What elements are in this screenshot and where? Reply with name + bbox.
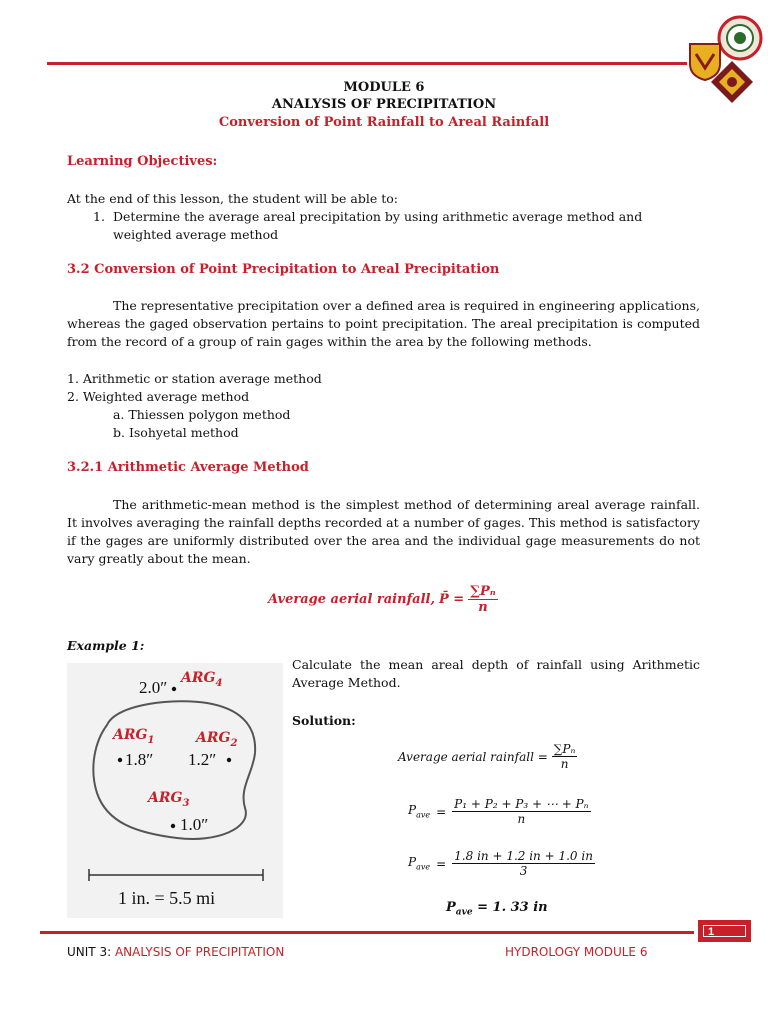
- eq2-fraction: [452, 797, 590, 826]
- section-321-heading: 3.2.1 Arithmetic Average Method: [67, 460, 309, 475]
- gage-4-value: 2.0″: [139, 678, 168, 697]
- gage-3-point: [171, 824, 175, 828]
- solution-result: $P_{ave} = 1$. 33 in: [446, 900, 548, 918]
- scale-label: 1 in. = 5.5 mi: [118, 888, 216, 908]
- section-32-paragraph: The representative precipitation over a defined area is required in engineering applications, whereas the gaged observation pertains to point precipitation. The areal precipitation is computed from the record of a group of rain gages within the area by the following methods.: [67, 298, 700, 349]
- areal-rainfall-formula: [268, 584, 498, 615]
- gage-1-value: 1.8″: [125, 750, 154, 769]
- gage-4-label: $ARG_4$: [181, 670, 223, 689]
- module-label: MODULE 6: [343, 80, 425, 95]
- formula-denominator: n: [478, 600, 488, 615]
- formula-numerator: ∑Pₙ: [470, 584, 496, 599]
- solution-label: Solution:: [292, 713, 356, 728]
- footer-unit-prefix: UNIT 3:: [67, 945, 115, 959]
- gage-2-point: [227, 758, 231, 762]
- eq1-lhs: Average aerial rainfall =: [398, 749, 548, 764]
- eq2-denominator: n: [517, 812, 526, 826]
- page-title: ANALYSIS OF PRECIPITATION: [271, 97, 497, 112]
- page-number-badge: [698, 920, 751, 942]
- solution-equation-2: [408, 797, 591, 826]
- eq3-lhs: $P_{ave}$: [408, 855, 431, 872]
- solution-equation-1: [398, 742, 577, 771]
- page-number: 1: [703, 925, 746, 937]
- gage-1-label: $ARG_1$: [113, 727, 155, 746]
- eq2-lhs: $P_{ave}$: [408, 803, 431, 820]
- footer-rule: [40, 931, 694, 934]
- footer-unit-title: ANALYSIS OF PRECIPITATION: [114, 945, 285, 959]
- method-item-2b: b. Isohyetal method: [113, 425, 239, 440]
- formula-lhs: Average aerial rainfall,: [268, 592, 435, 607]
- eq1-fraction: [552, 742, 578, 771]
- gage-1-point: [118, 758, 122, 762]
- eq3-fraction: [452, 849, 595, 878]
- example-question: Calculate the mean areal depth of rainfall using Arithmetic Average Method.: [292, 657, 700, 690]
- gage-3-label: $ARG_3$: [148, 790, 190, 809]
- eq3-numerator: 1.8 in + 1.2 in + 1.0 in: [454, 849, 593, 863]
- page-subtitle: Conversion of Point Rainfall to Areal Rainfall: [218, 115, 550, 130]
- method-item-2a: a. Thiessen polygon method: [113, 407, 291, 422]
- gage-3-value: 1.0″: [180, 815, 209, 834]
- eq2-numerator: P₁ + P₂ + P₃ + ⋯ + Pₙ: [454, 797, 589, 811]
- university-seal-logo: [717, 15, 763, 61]
- eq2-equals: =: [436, 804, 447, 819]
- eq1-numerator: ∑Pₙ: [553, 742, 576, 756]
- footer-module: HYDROLOGY MODULE 6: [505, 945, 648, 959]
- example-heading: Example 1:: [67, 638, 145, 653]
- eq1-denominator: n: [560, 757, 569, 771]
- eq3-equals: =: [436, 856, 447, 871]
- objectives-heading: Learning Objectives:: [67, 154, 218, 169]
- section-32-heading: 3.2 Conversion of Point Precipitation to Areal Precipitation: [67, 262, 500, 277]
- header-rule: [47, 62, 687, 65]
- formula-pbar: P̄ =: [439, 592, 465, 607]
- gage-2-label: $ARG_2$: [196, 730, 238, 749]
- method-item-2: 2. Weighted average method: [67, 389, 250, 404]
- footer-unit: [67, 945, 284, 959]
- objectives-intro: At the end of this lesson, the student will be able to:: [67, 191, 399, 206]
- section-321-paragraph: The arithmetic-mean method is the simplest method of determining areal average rainfall. It involves averaging the rainfall depths recorded at a number of gages. This method is satisfactory if the gages are uniformly distributed over the area and the individual gage measurements do not vary greatly about the mean.: [67, 497, 700, 566]
- method-item-1: 1. Arithmetic or station average method: [67, 371, 322, 386]
- gage-4-point: [172, 687, 176, 691]
- eq3-denominator: 3: [519, 864, 528, 878]
- formula-fraction: [468, 584, 498, 615]
- gage-2-value: 1.2″: [188, 750, 217, 769]
- solution-equation-3: [408, 849, 595, 878]
- objective-number: 1.: [93, 209, 105, 224]
- objective-item: Determine the average areal precipitation by using arithmetic average method and weighted average method: [113, 209, 643, 242]
